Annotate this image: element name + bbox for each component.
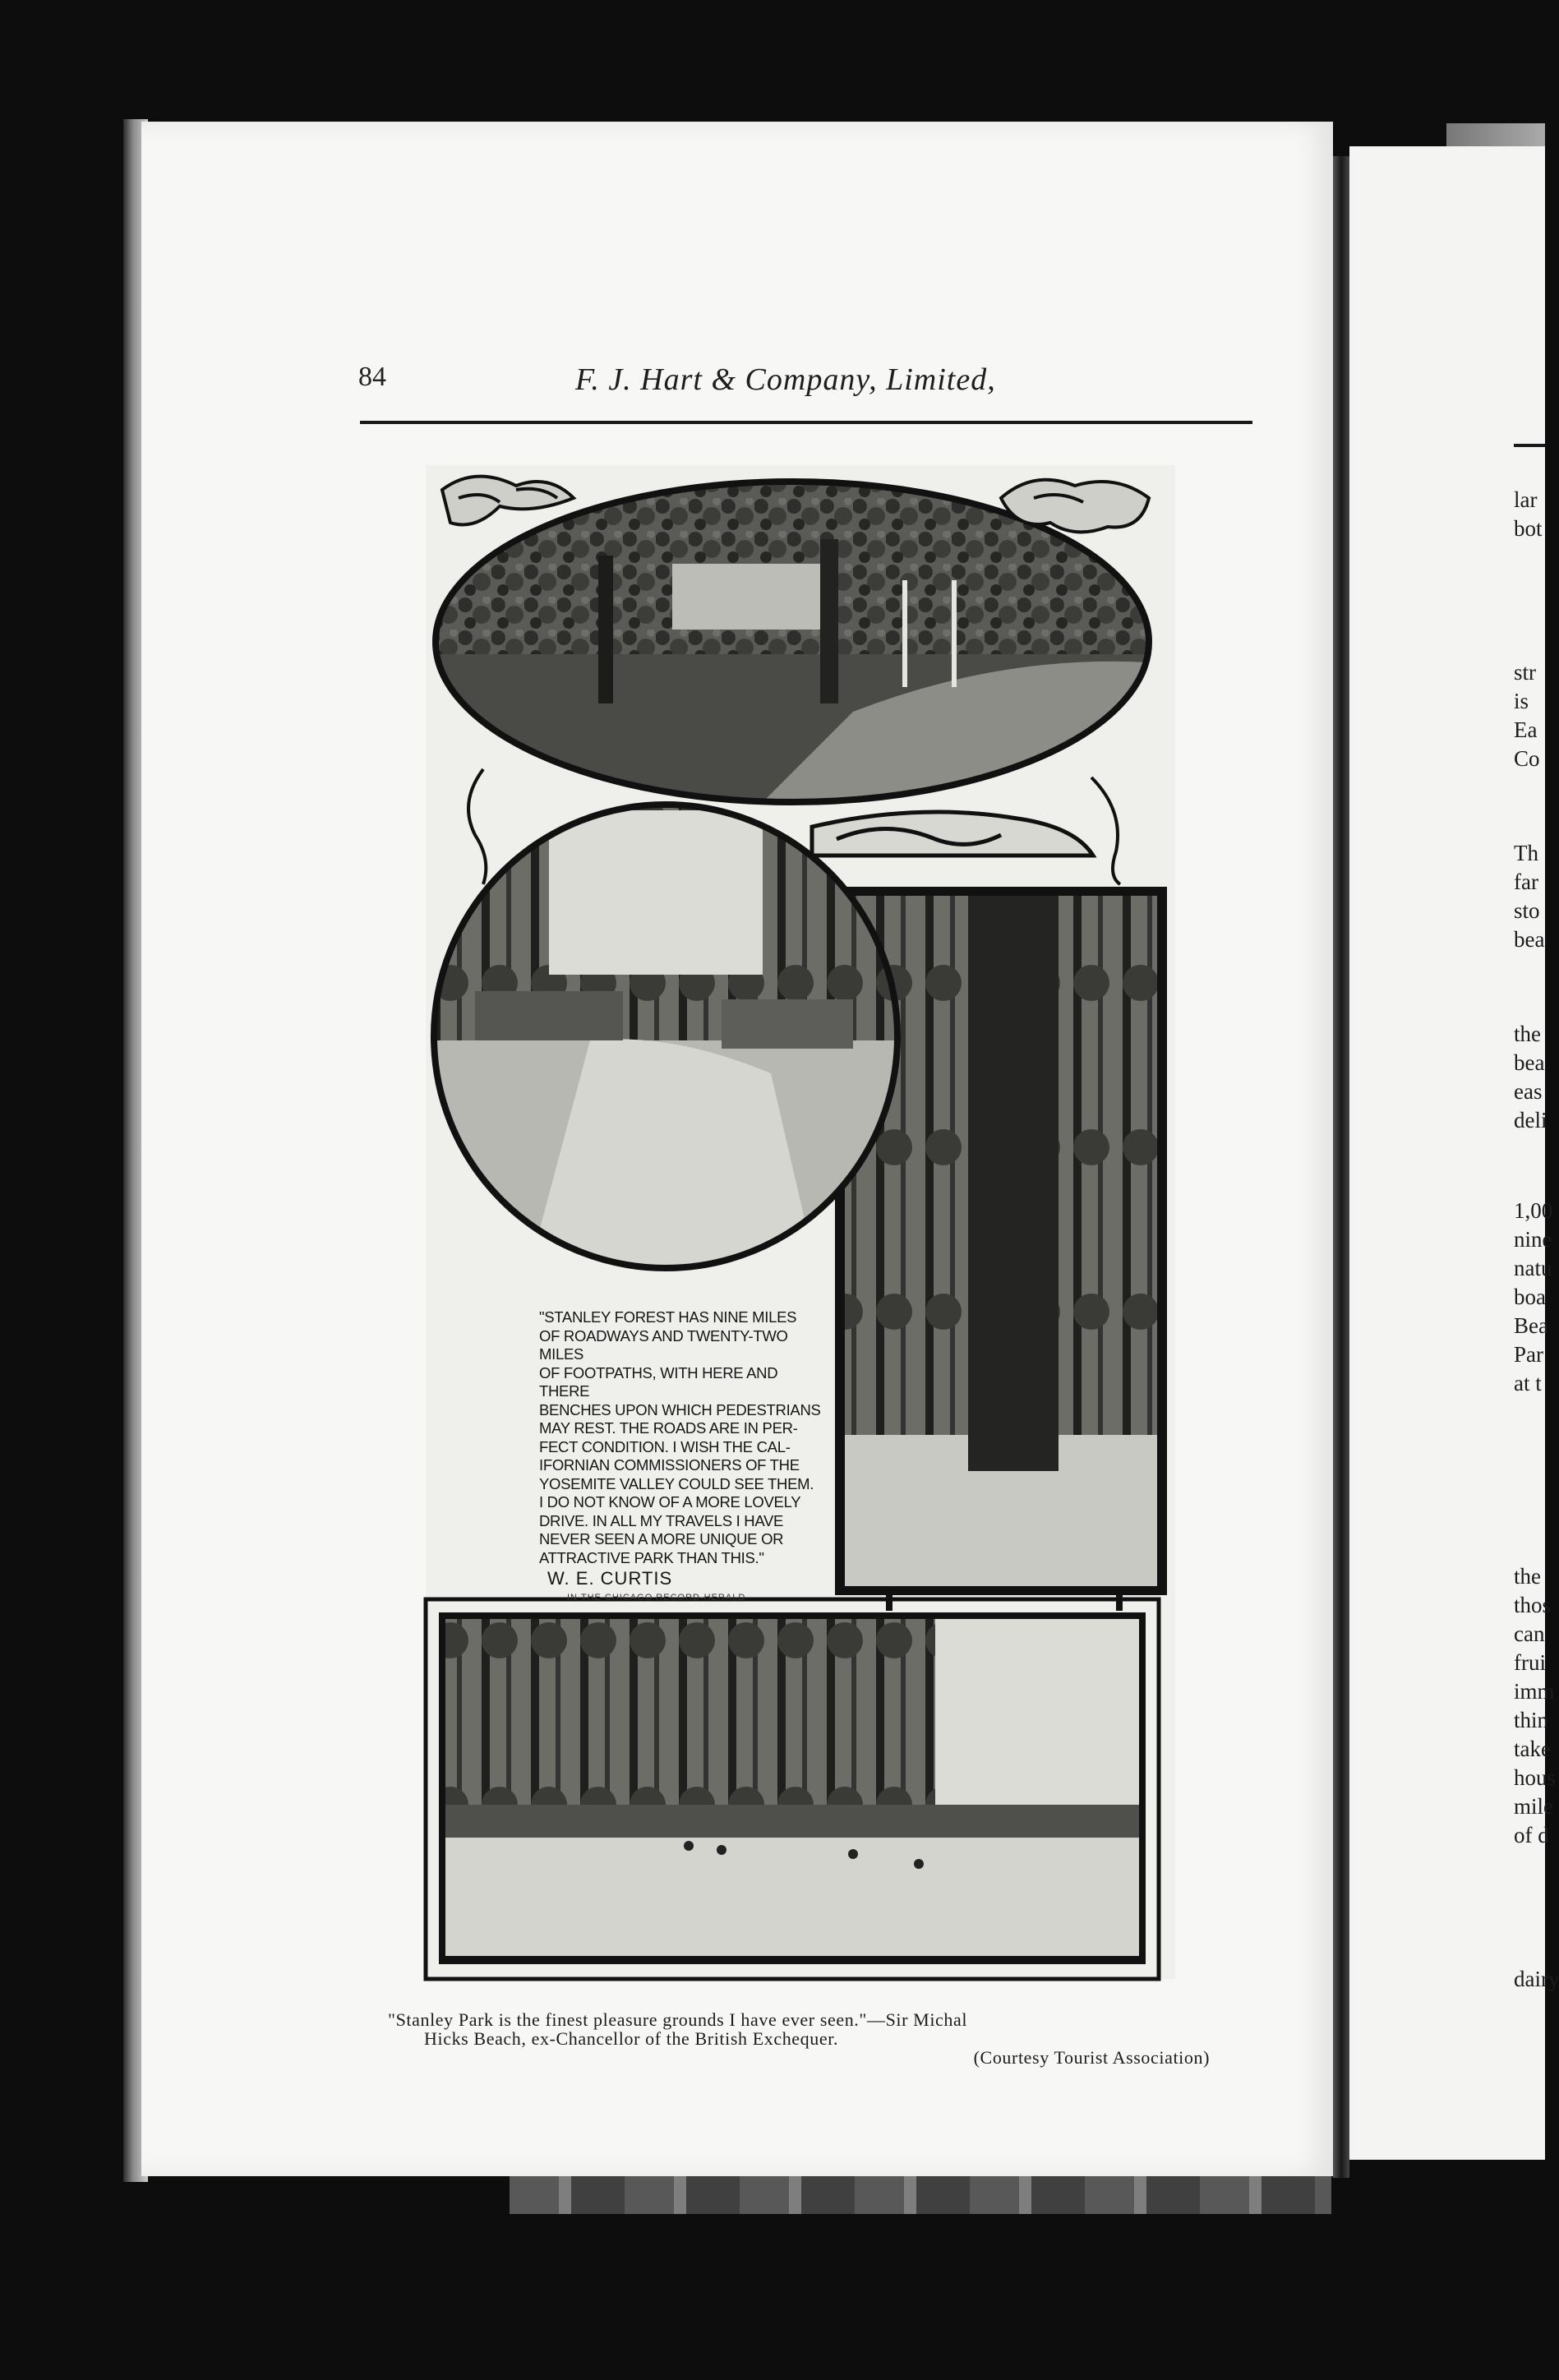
facing-page-fragment: the xyxy=(1514,1022,1541,1046)
facing-page-fragment: nine xyxy=(1514,1227,1552,1252)
facing-page-fragment: sto xyxy=(1514,898,1540,923)
facing-page xyxy=(1349,146,1545,2160)
facing-page-fragment: of d xyxy=(1514,1823,1549,1847)
caption-line-2: Hicks Beach, ex-Chancellor of the British Exchequer. xyxy=(424,2028,839,2049)
header-rule xyxy=(360,421,1252,424)
ornament-top-left xyxy=(442,477,574,525)
beach-picnic-photo xyxy=(426,1599,1159,1979)
plate-illustration xyxy=(426,465,1175,1979)
facing-page-fragment: bot xyxy=(1514,516,1543,541)
caption-line-1: "Stanley Park is the finest pleasure grounds I have ever seen."—Sir Michal xyxy=(388,2009,968,2030)
quote-line: I DO NOT KNOW OF A MORE LOVELY xyxy=(539,1493,801,1511)
caption-credit: (Courtesy Tourist Association) xyxy=(973,2047,1210,2068)
facing-page-fragment: mile xyxy=(1514,1794,1553,1819)
quote-line: FECT CONDITION. I WISH THE CAL- xyxy=(539,1437,791,1455)
facing-page-fragment: at t xyxy=(1514,1371,1542,1395)
plate-caption xyxy=(388,2010,1218,2067)
facing-page-fragment: Co xyxy=(1514,746,1540,771)
facing-page-fragment: is xyxy=(1514,689,1529,713)
quote-line: DRIVE. IN ALL MY TRAVELS I HAVE xyxy=(539,1511,784,1529)
quote-author: W. E. CURTIS xyxy=(547,1568,673,1589)
facing-page-fragment: natu xyxy=(1514,1256,1552,1280)
facing-page-fragment: lar xyxy=(1514,487,1538,512)
facing-page-fragment: take xyxy=(1514,1737,1551,1761)
quote-source: IN THE CHICAGO RECORD-HERALD xyxy=(567,1593,746,1603)
page-number: 84 xyxy=(358,362,386,392)
facing-page-fragment: dairy xyxy=(1514,1967,1559,1991)
facing-page-fragment: Bea xyxy=(1514,1313,1548,1338)
facing-page-fragment: frui xyxy=(1514,1650,1546,1675)
quote-line: IFORNIAN COMMISSIONERS OF THE xyxy=(539,1456,800,1474)
quote-line: OF ROADWAYS AND TWENTY-TWO MILES xyxy=(539,1326,788,1363)
facing-page-fragment: bea xyxy=(1514,927,1545,952)
facing-page-rule xyxy=(1514,444,1545,447)
facing-page-fragment: the xyxy=(1514,1564,1541,1589)
facing-page-fragment: can xyxy=(1514,1621,1545,1646)
facing-page-fragment: thos xyxy=(1514,1593,1552,1617)
facing-page-fragment: imm xyxy=(1514,1679,1555,1704)
facing-page-fragment: hous xyxy=(1514,1765,1557,1790)
scan-strip-top xyxy=(1446,123,1545,148)
facing-page-fragment: boa xyxy=(1514,1285,1546,1309)
facing-page-fragment: bea xyxy=(1514,1050,1545,1075)
photo-plate xyxy=(426,465,1175,1979)
quote-line: "STANLEY FOREST HAS NINE MILES xyxy=(539,1308,797,1326)
quote-line: MAY REST. THE ROADS ARE IN PER- xyxy=(539,1419,798,1437)
quote-line: OF FOOTPATHS, WITH HERE AND THERE xyxy=(539,1363,778,1400)
facing-page-fragment: thin xyxy=(1514,1708,1549,1732)
facing-page-fragment: 1,00 xyxy=(1514,1198,1553,1223)
quote-line: BENCHES UPON WHICH PEDESTRIANS xyxy=(539,1400,821,1418)
facing-page-fragment: Th xyxy=(1514,841,1538,865)
book-gutter xyxy=(1333,156,1349,2178)
quote-line: NEVER SEEN A MORE UNIQUE OR xyxy=(539,1530,784,1547)
scan-strip-bottom xyxy=(510,2176,1331,2214)
facing-page-fragment: eas xyxy=(1514,1079,1543,1104)
facing-page-fragment: deli xyxy=(1514,1108,1547,1132)
quote-line: ATTRACTIVE PARK THAN THIS." xyxy=(539,1548,764,1566)
facing-page-fragment: Ea xyxy=(1514,717,1538,742)
quote-line: YOSEMITE VALLEY COULD SEE THEM. xyxy=(539,1474,814,1492)
running-head: F. J. Hart & Company, Limited, xyxy=(575,362,996,397)
quote-text xyxy=(539,1308,828,1567)
facing-page-fragment: str xyxy=(1514,660,1536,685)
facing-page-fragment: far xyxy=(1514,869,1538,894)
facing-page-fragment: Par xyxy=(1514,1342,1543,1367)
